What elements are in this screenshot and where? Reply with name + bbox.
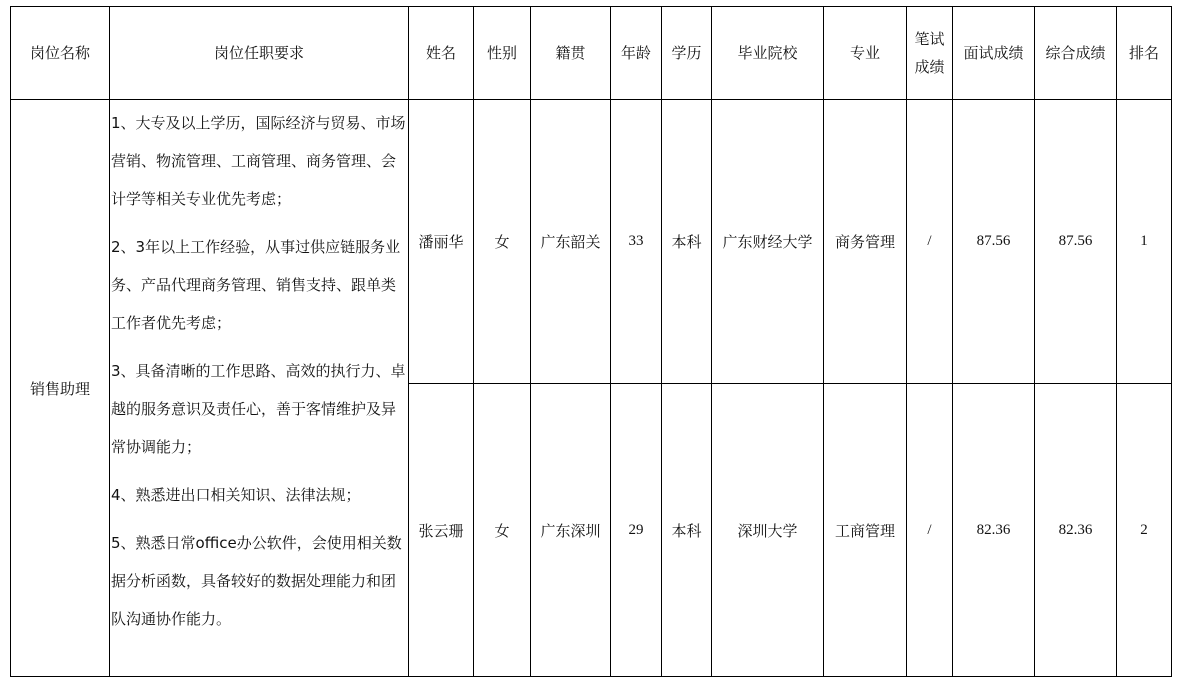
candidate-age: 33 xyxy=(611,100,662,384)
candidate-school: 广东财经大学 xyxy=(712,100,824,384)
requirement-item: 5、熟悉日常office办公软件，会使用相关数据分析函数，具备较好的数据处理能力和团队沟通协作能力。 xyxy=(111,534,402,628)
candidate-interview-score: 82.36 xyxy=(953,384,1035,677)
header-gender: 性别 xyxy=(474,7,531,100)
header-row xyxy=(11,7,1172,100)
requirement-item: 4、熟悉进出口相关知识、法律法规； xyxy=(111,486,361,504)
candidate-written-score: / xyxy=(907,100,953,384)
header-name: 姓名 xyxy=(409,7,474,100)
candidate-name: 潘丽华 xyxy=(409,100,474,384)
candidate-school: 深圳大学 xyxy=(712,384,824,677)
header-written-score xyxy=(907,7,953,100)
candidate-interview-score: 87.56 xyxy=(953,100,1035,384)
requirement-item: 2、3年以上工作经验，从事过供应链服务业务、产品代理商务管理、销售支持、跟单类工作者优先考虑； xyxy=(111,238,401,332)
position-title: 销售助理 xyxy=(11,100,110,677)
candidate-origin: 广东韶关 xyxy=(531,100,611,384)
header-major: 专业 xyxy=(824,7,907,100)
candidate-education: 本科 xyxy=(662,384,712,677)
requirement-item: 3、具备清晰的工作思路、高效的执行力、卓越的服务意识及责任心，善于客情维护及异常协调能力； xyxy=(111,362,406,456)
header-written-score-line1: 笔试 xyxy=(914,30,945,48)
candidate-gender: 女 xyxy=(474,384,531,677)
header-interview-score: 面试成绩 xyxy=(953,7,1035,100)
header-requirements: 岗位任职要求 xyxy=(110,7,409,100)
header-rank: 排名 xyxy=(1117,7,1172,100)
candidate-total-score: 82.36 xyxy=(1035,384,1117,677)
candidate-major: 商务管理 xyxy=(824,100,907,384)
candidate-age: 29 xyxy=(611,384,662,677)
candidate-major: 工商管理 xyxy=(824,384,907,677)
header-education: 学历 xyxy=(662,7,712,100)
candidate-rank: 2 xyxy=(1117,384,1172,677)
header-school: 毕业院校 xyxy=(712,7,824,100)
table-row xyxy=(11,100,1172,384)
candidate-education: 本科 xyxy=(662,100,712,384)
candidate-written-score: / xyxy=(907,384,953,677)
candidate-origin: 广东深圳 xyxy=(531,384,611,677)
position-requirements xyxy=(110,100,409,677)
requirement-item: 1、大专及以上学历，国际经济与贸易、市场营销、物流管理、工商管理、商务管理、会计学等相关专业优先考虑； xyxy=(111,114,406,208)
header-age: 年龄 xyxy=(611,7,662,100)
header-written-score-line2: 成绩 xyxy=(914,58,945,76)
candidate-name: 张云珊 xyxy=(409,384,474,677)
candidate-rank: 1 xyxy=(1117,100,1172,384)
candidate-gender: 女 xyxy=(474,100,531,384)
candidate-total-score: 87.56 xyxy=(1035,100,1117,384)
header-total-score: 综合成绩 xyxy=(1035,7,1117,100)
results-table xyxy=(10,6,1172,677)
header-origin: 籍贯 xyxy=(531,7,611,100)
header-position: 岗位名称 xyxy=(11,7,110,100)
